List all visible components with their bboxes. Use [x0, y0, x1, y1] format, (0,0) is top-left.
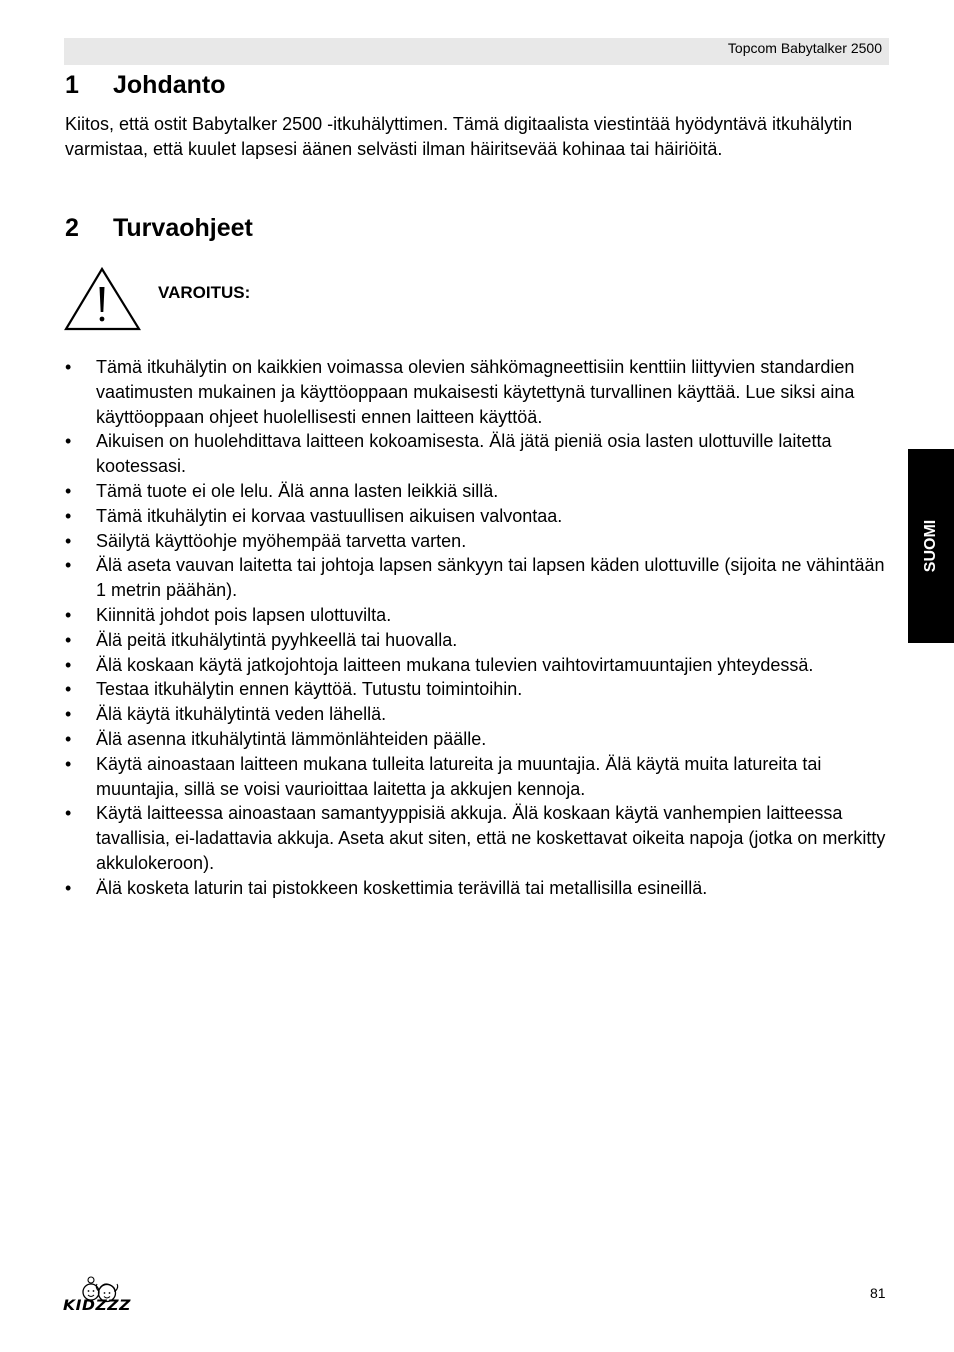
language-side-tab [908, 449, 954, 643]
list-item [65, 752, 890, 802]
list-item [65, 727, 890, 752]
bullet-icon: • [65, 679, 72, 700]
bullet-icon: • [65, 357, 72, 377]
list-item-text: Tämä itkuhälytin on kaikkien voimassa olevien sähkömagneettisiin kenttiin liittyvien standardien vaatimusten mukainen ja käyttöoppaan mukaisesti käytettynä turvallinen käyttää. Lue siksi aina käyttöoppaan ohjeet huolellisesti ennen laitteen käyttöä. [96, 357, 855, 427]
list-item-text: Säilytä käyttöohje myöhempää tarvetta varten. [96, 530, 467, 551]
bullet-icon: • [65, 480, 72, 501]
list-item [65, 429, 890, 479]
logo-text: KIDZZZ [63, 1298, 132, 1314]
language-label: SUOMI [922, 519, 939, 573]
list-item-text: Käytä ainoastaan laitteen mukana tulleita latureita ja muuntajia. Älä käytä muita latureita tai muuntajia, sillä se voisi vaurioittaa laitetta ja akkujen kennoja. [96, 753, 822, 799]
bullet-icon: • [65, 629, 72, 650]
list-item-text: Testaa itkuhälytin ennen käyttöä. Tutustu toimintoihin. [96, 679, 523, 700]
list-item [65, 628, 890, 653]
list-item [65, 504, 890, 529]
bullet-icon: • [65, 530, 72, 551]
bullet-icon: • [65, 753, 72, 774]
bullet-icon: • [65, 505, 72, 526]
list-item [65, 876, 890, 901]
list-item [65, 603, 890, 628]
bullet-icon: • [65, 555, 72, 576]
list-item-text: Käytä laitteessa ainoastaan samantyyppisiä akkuja. Älä koskaan käytä vanhempien laitteessa tavallisia, ei-ladattavia akkuja. Aseta akut siten, että ne koskettavat oikeita napoja (jotka on merkitty akkulokeroon). [96, 803, 886, 873]
section-2-title: Turvaohjeet [113, 214, 253, 242]
bullet-icon: • [65, 728, 72, 749]
section-2-heading [65, 213, 253, 243]
bullet-icon: • [65, 431, 72, 452]
section-1-heading [65, 70, 226, 100]
section-1-title: Johdanto [113, 71, 226, 99]
list-item [65, 553, 890, 603]
section-2-number: 2 [65, 214, 79, 242]
list-item-text: Älä kosketa laturin tai pistokkeen koskettimia terävillä tai metallisilla esineillä. [96, 877, 708, 898]
bullet-icon: • [65, 704, 72, 725]
list-item-text: Älä peitä itkuhälytintä pyyhkeellä tai huovalla. [96, 629, 458, 650]
list-item-text: Älä aseta vauvan laitetta tai johtoja lapsen sänkyyn tai lapsen käden ulottuville (sijoita ne vähintään 1 metrin päähän). [96, 555, 885, 601]
list-item [65, 702, 890, 727]
list-item [65, 653, 890, 678]
bullet-icon: • [65, 877, 72, 898]
list-item-text: Tämä itkuhälytin ei korvaa vastuullisen aikuisen valvontaa. [96, 505, 563, 526]
page-number: 81 [870, 1285, 886, 1301]
list-item [65, 479, 890, 504]
warning-triangle-icon [64, 267, 141, 331]
bullet-icon: • [65, 654, 72, 675]
list-item [65, 801, 890, 875]
list-item-text: Kiinnitä johdot pois lapsen ulottuvilta. [96, 604, 392, 625]
list-item [65, 677, 890, 702]
bullet-icon: • [65, 803, 72, 824]
warning-label: VAROITUS: [158, 283, 251, 302]
section-1-number: 1 [65, 71, 79, 99]
header-title: Topcom Babytalker 2500 [727, 40, 882, 56]
list-item [65, 529, 890, 554]
list-item [65, 355, 890, 429]
list-item-text: Älä koskaan käytä jatkojohtoja laitteen mukana tulevien vaihtovirtamuuntajien yhteydessä. [96, 654, 814, 675]
list-item-text: Älä käytä itkuhälytintä veden lähellä. [96, 704, 387, 725]
kidzzz-logo-icon [60, 1271, 134, 1315]
intro-paragraph: Kiitos, että ostit Babytalker 2500 -itkuhälyttimen. Tämä digitaalista viestintää hyödyntävä itkuhälytin varmistaa, että kuulet lapsesi äänen selvästi ilman häiritsevää kohinaa tai häiriöitä. [65, 114, 853, 159]
header-bar [64, 38, 889, 65]
list-item-text: Tämä tuote ei ole lelu. Älä anna lasten leikkiä sillä. [96, 480, 499, 501]
safety-instructions-list [65, 355, 890, 901]
list-item-text: Aikuisen on huolehdittava laitteen kokoamisesta. Älä jätä pieniä osia lasten ulottuville laitetta kootessasi. [96, 431, 832, 477]
list-item-text: Älä asenna itkuhälytintä lämmönlähteiden päälle. [96, 728, 487, 749]
bullet-icon: • [65, 604, 72, 625]
